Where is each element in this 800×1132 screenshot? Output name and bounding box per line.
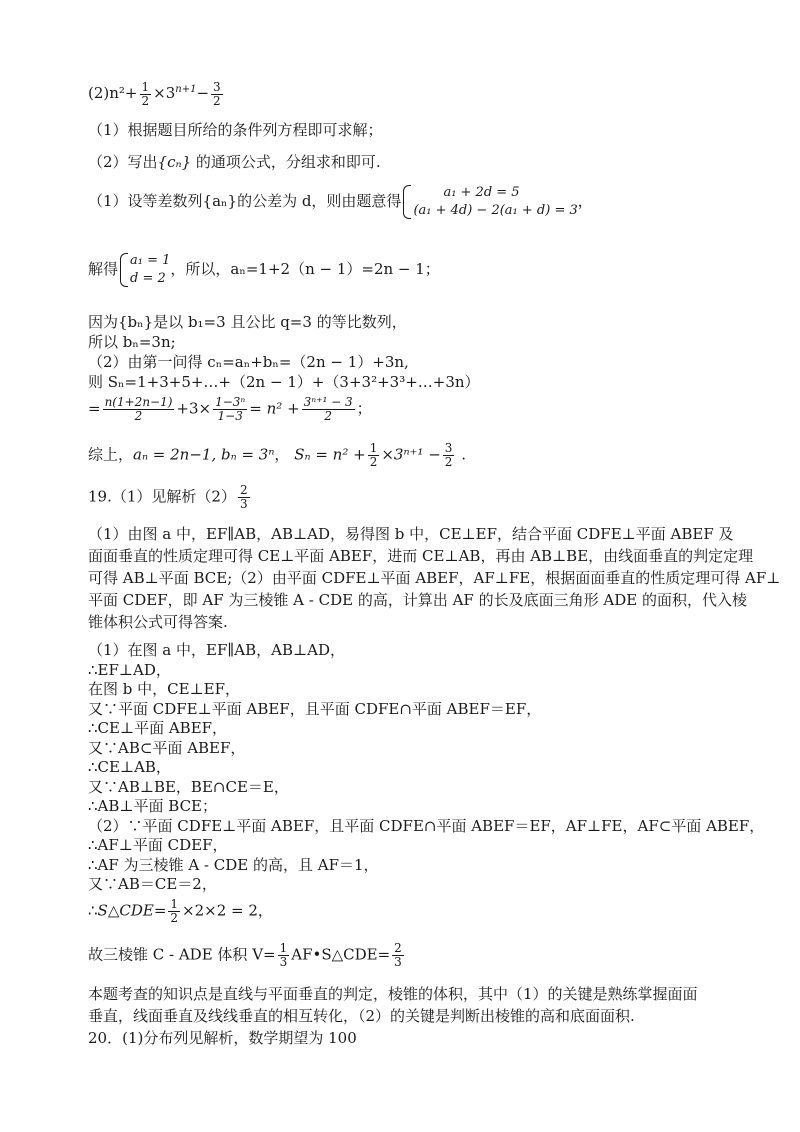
fraction: $\frac{\text{3ⁿ⁺¹ − 3}}{2}$: [303, 395, 353, 423]
q18-sum-formula: = $\frac{n(1+2n-1)}{2}$ +3× $\frac{\text{1−3ⁿ}}{1-3}$ = n² + $\frac{\text{3ⁿ⁺¹ − 3}}{2}$ ；: [88, 395, 372, 423]
q19-proof-line: 又∵AB⊂平面 ABEF，: [88, 738, 246, 757]
q18-sn-line: 则 Sₙ=1+3+5+…+（2n − 1）+（3+3²+3³+…+3n）: [88, 373, 480, 391]
fraction: $\frac{1}{3}$: [279, 941, 288, 969]
q19-proof-line: 又∵AB⊥BE，BE∩CE＝E，: [88, 777, 289, 796]
q19-proof-line: （2）∵平面 CDFE⊥平面 ABEF，且平面 CDFE∩平面 ABEF＝EF，AF⊥FE，AF⊂平面 ABEF，: [88, 816, 765, 835]
q18-answer-part2: (2)n²+ $\frac{1}{2}$ $\times 3^{n+1}-$ $\frac{3}{2}$: [88, 79, 221, 108]
q18-summary: 综上，aₙ = 2n−1, bₙ = 3ⁿ， Sₙ = n² + $\frac{1}{2}$ ×3ⁿ⁺¹ − $\frac{3}{2}$ .: [88, 441, 466, 469]
fraction: $\frac{1}{2}$: [369, 441, 378, 469]
q18-bn-line-2: 所以 bₙ=3n;: [88, 333, 176, 351]
q19-comment-line: 垂直，线面垂直及线线垂直的相互转化，（2）的关键是判断出棱锥的高和底面面积.: [88, 1007, 635, 1025]
equation-system: a₁ = 1 d = 2: [118, 252, 170, 288]
fraction: $\frac{3}{2}$: [213, 79, 221, 108]
q19-comment-line: 本题考查的知识点是直线与平面垂直的判定，棱锥的体积，其中（1）的关键是熟练掌握面面: [88, 985, 698, 1003]
fraction: $\frac{1}{2}$: [141, 79, 150, 108]
q19-proof-line: （1）在图 a 中，EF∥AB，AB⊥AD，: [88, 641, 345, 659]
q18-analysis-2: （2）写出{cₙ} 的通项公式，分组求和即可.: [88, 153, 381, 171]
q19-proof-line: 在图 b 中，CE⊥EF，: [88, 680, 241, 698]
q19-analysis-line: 面面垂直的性质定理可得 CE⊥平面 ABEF，进而 CE⊥AB，再由 AB⊥BE，由线面垂直的判定定理: [88, 547, 754, 565]
q19-proof-line: 又∵AB＝CE＝2，: [88, 875, 217, 893]
q19-area-line: ∴S△CDE= $\frac{1}{2}$ ×2×2 = 2，: [88, 897, 273, 925]
q19-proof-line: ∴AF⊥平面 CDEF，: [88, 836, 228, 854]
q19-header: 19.（1）见解析（2） $\frac{2}{3}$: [88, 483, 248, 511]
fraction: $\frac{1}{2}$: [170, 897, 179, 925]
q19-proof-line: ∴EF⊥AD，: [88, 660, 171, 679]
q19-proof-line: ∴CE⊥AB，: [88, 758, 171, 776]
fraction: $\frac{\text{1−3ⁿ}}{1-3}$: [215, 395, 246, 423]
q19-proof-line: ∴AF 为三棱锥 A - CDE 的高，且 AF＝1，: [88, 855, 379, 874]
fraction: $\frac{n(1+2n-1)}{2}$: [104, 395, 173, 423]
q18-part2-line: （2）由第一问得 cₙ=aₙ+bₙ=（2n − 1）+3n,: [88, 353, 409, 371]
q19-analysis-line: 平面 CDEF，即 AF 为三棱锥 A - CDE 的高，计算出 AF 的长及底面三角形 ADE 的面积，代入棱: [88, 591, 747, 609]
q18-solve-result: 解得 a₁ = 1 d = 2 ，所以，aₙ=1+2（n − 1）=2n − 1；: [88, 253, 440, 286]
q19-analysis-line: （1）由图 a 中，EF∥AB，AB⊥AD，易得图 b 中，CE⊥EF，结合平面 CDFE⊥平面 ABEF 及: [88, 525, 734, 543]
fraction: $\frac{2}{3}$: [394, 941, 402, 969]
q18-bn-line: 因为{bₙ}是以 b₁=3 且公比 q=3 的等比数列，: [88, 313, 407, 331]
q20-header: 20．(1)分布列见解析，数学期望为 100: [88, 1029, 357, 1047]
fraction: $\frac{2}{3}$: [239, 483, 248, 511]
q19-analysis-line: 可得 AB⊥平面 BCE;（2）由平面 CDFE⊥平面 ABEF，AF⊥FE，根据面面垂直的性质定理可得 AF⊥: [88, 569, 781, 587]
q19-proof-line: ∴AB⊥平面 BCE；: [88, 797, 218, 815]
q19-proof-line: 又∵平面 CDFE⊥平面 ABEF，且平面 CDFE∩平面 ABEF＝EF，: [88, 699, 542, 718]
q19-proof-line: ∴CE⊥平面 ABEF，: [88, 719, 228, 737]
q19-analysis-line: 锥体积公式可得答案.: [88, 613, 228, 631]
q19-volume-line: 故三棱锥 C - ADE 体积 V= $\frac{1}{3}$ AF•S△CDE= $\frac{2}{3}$: [88, 941, 402, 969]
equation-system: a₁ + 2d = 5 (a₁ + 4d) − 2(a₁ + d) = 3: [401, 184, 577, 220]
fraction: $\frac{3}{2}$: [444, 441, 453, 469]
q18-solution-part1: （1）设等差数列{aₙ}的公差为 d，则由题意得 a₁ + 2d = 5 (a₁ + 4d) − 2(a₁ + d) = 3 ，: [88, 185, 593, 218]
q18-analysis-1: （1）根据题目所给的条件列方程即可求解；: [88, 121, 383, 139]
